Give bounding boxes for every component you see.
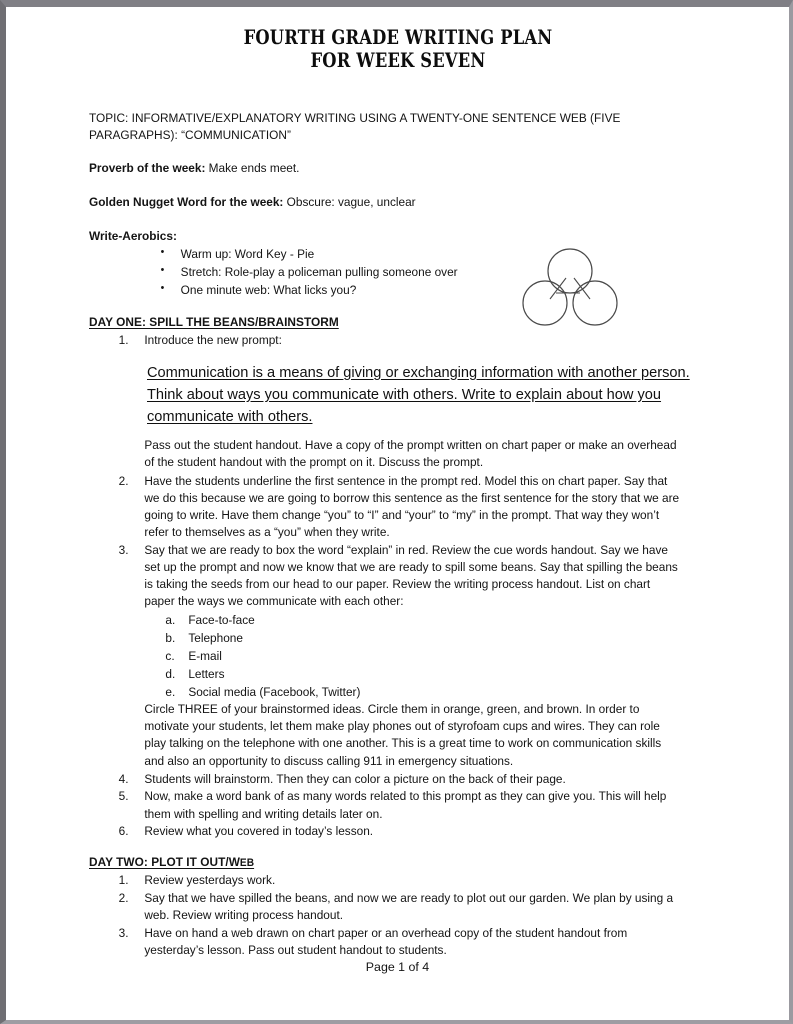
day-one-section bbox=[89, 300, 707, 841]
list-item: Social media (Facebook, Twitter) bbox=[188, 684, 361, 699]
list-item: Have on hand a web drawn on chart paper or an overhead copy of the student handout from yesterday’s lesson. Pass out student handout to students. bbox=[144, 925, 628, 958]
list-item: Review what you covered in today’s lesson. bbox=[144, 824, 374, 839]
write-aerobics-label: Write-Aerobics: bbox=[89, 229, 177, 244]
list-item: • Warm up: Word Key - Pie bbox=[161, 246, 680, 264]
communication-ways-sublist bbox=[144, 611, 679, 702]
day-two-heading bbox=[89, 854, 254, 871]
list-item: Letters bbox=[188, 666, 225, 681]
list-item: Say that we have spilled the beans, and now we are ready to plot out our garden. We plan by using a web. Review writing process handout. bbox=[144, 891, 674, 923]
day-two-section bbox=[89, 840, 707, 959]
day-one-step-1-followup: Pass out the student handout. Have a copy of the prompt written on chart paper or make an overhead of the student handout with the prompt on it. Discuss the prompt. bbox=[144, 438, 677, 470]
spacer bbox=[89, 428, 707, 437]
page-title bbox=[111, 26, 686, 72]
list-item: Students will brainstorm. Then they can color a picture on the back of their page. bbox=[144, 771, 566, 786]
topic-line: TOPIC: INFORMATIVE/EXPLANATORY WRITING USING A TWENTY-ONE SENTENCE WEB (FIVE PARAGRAPHS): “COMMUNICATION” bbox=[89, 111, 621, 142]
list-item: Telephone bbox=[188, 630, 243, 645]
golden-nugget-label: Golden Nugget Word for the week: bbox=[89, 194, 284, 209]
web-circle-bottom-right bbox=[573, 281, 617, 325]
list-item: Introduce the new prompt: bbox=[144, 332, 282, 347]
day-two-steps bbox=[89, 872, 679, 959]
list-item-text: Say that we are ready to box the word “explain” in red. Review the cue words handout. Say we have set up the prompt and now we know that we are ready to spill some beans. Say that spilling the beans is taking the seeds from our head to our paper. Review the writing process handout. List on chart paper the ways we communicate with each other: bbox=[144, 542, 678, 609]
day-two-heading-main: DAY TWO: PLOT IT OUT/W bbox=[89, 855, 240, 870]
list-item: Have the students underline the first sentence in the prompt red. Model this on chart paper. Say that we do this because we are going to borrow this sentence as the first sentence for the story that we are going to write. Have them change “you” to “I” and “your” to “my” in the prompt. That way they won’t refer to themselves as a “you” when they write. bbox=[144, 473, 680, 540]
page-footer: Page 1 of 4 bbox=[365, 960, 430, 974]
golden-nugget-word bbox=[89, 194, 679, 211]
document-page bbox=[6, 7, 789, 1020]
list-item: • One minute web: What licks you? bbox=[161, 282, 680, 300]
day-one-steps-4-6 bbox=[89, 771, 679, 841]
list-item bbox=[89, 542, 679, 701]
list-item: E-mail bbox=[188, 648, 222, 663]
title-line-1: FOURTH GRADE WRITING PLAN bbox=[243, 26, 553, 49]
day-one-steps-2-3 bbox=[89, 473, 679, 701]
day-one-heading: DAY ONE: SPILL THE BEANS/BRAINSTORM bbox=[89, 314, 339, 329]
proverb-of-the-week bbox=[89, 160, 679, 177]
web-connector-left bbox=[550, 278, 566, 299]
web-circle-bottom-left bbox=[523, 281, 567, 325]
list-item: Now, make a word bank of as many words related to this prompt as they can give you. This will help them with spelling and writing details later on. bbox=[144, 789, 667, 821]
list-item: Review yesterdays work. bbox=[144, 873, 276, 888]
three-circle-web-diagram bbox=[518, 243, 622, 331]
title-line-2: FOR WEEK SEVEN bbox=[310, 49, 486, 72]
day-one-steps bbox=[89, 332, 679, 349]
list-item: • Stretch: Role-play a policeman pulling someone over bbox=[161, 264, 680, 282]
golden-nugget-value: Obscure: vague, unclear bbox=[283, 194, 416, 209]
writing-prompt: Communication is a means of giving or exchanging information with another person. Think about ways you communicate with others. Write to explain about how you communicate with others. bbox=[147, 364, 690, 426]
web-circle-top bbox=[548, 249, 592, 293]
proverb-label: Proverb of the week: bbox=[89, 161, 206, 176]
web-connector-right bbox=[574, 278, 590, 299]
list-item: Face-to-face bbox=[188, 612, 255, 627]
proverb-value: Make ends meet. bbox=[205, 161, 300, 176]
day-two-heading-smallcap: EB bbox=[239, 857, 255, 870]
day-one-step-3-followup: Circle THREE of your brainstormed ideas. Circle them in orange, green, and brown. In order to motivate your students, let them make play phones out of styrofoam cups and wires. They can role play talking on the telephone with one another. This is a great time to work on communication skills and also an opportunity to discuss calling 911 in emergency situations. bbox=[144, 702, 662, 768]
